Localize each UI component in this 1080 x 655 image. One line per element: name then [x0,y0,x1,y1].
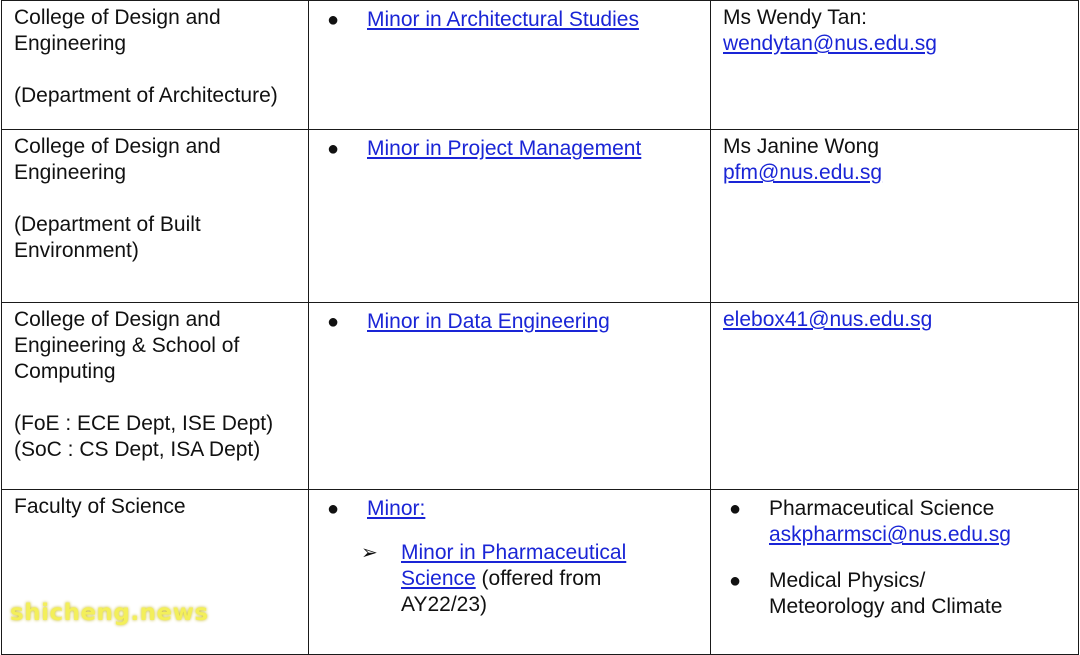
contact-cell [711,303,1079,490]
arrow-bullet-icon: ➢ [361,542,378,564]
faculty-name-line: Engineering & School of [14,334,240,357]
sub-minor-item [401,540,710,618]
sub-minor-link-line: Science [401,567,476,590]
faculty-name-line: College of Design and [14,6,221,29]
faculty-cell [2,130,309,303]
contact-label: Pharmaceutical Science [769,497,995,520]
contact-cell [711,130,1079,303]
table-row [2,130,1079,303]
minor-cell [309,303,711,490]
bullet-icon: ● [729,498,742,520]
minor-link-project-management[interactable]: Minor in Project Management [367,137,642,160]
table-row [2,1,1079,130]
bullet-icon: ● [729,570,742,592]
contact-cell [711,1,1079,130]
department-label: (SoC : CS Dept, ISA Dept) [14,438,261,461]
faculty-name-line: College of Design and [14,308,221,331]
contact-cell [711,490,1079,655]
faculty-cell [2,303,309,490]
contact-name: Ms Janine Wong [723,135,880,158]
contact-label: Meteorology and Climate [769,595,1003,618]
minor-cell [309,490,711,655]
department-label: (Department of Built [14,213,201,236]
department-label: Environment) [14,239,139,262]
sub-minor-note: (offered from [475,567,602,590]
bullet-icon: ● [327,311,340,333]
faculty-name-line: College of Design and [14,135,221,158]
faculty-name-line: Engineering [14,32,127,55]
table-row [2,303,1079,490]
faculty-cell [2,490,309,655]
sub-minor-note: AY22/23) [401,593,487,616]
faculty-name-line: Faculty of Science [14,495,186,518]
contact-email-link[interactable]: pfm@nus.edu.sg [723,161,883,184]
minor-cell [309,1,711,130]
bullet-icon: ● [327,9,340,31]
faculty-name-line: Engineering [14,161,127,184]
contact-label: Medical Physics/ [769,569,926,592]
minor-link-architectural-studies[interactable]: Minor in Architectural Studies [367,8,639,31]
contact-email-link[interactable]: elebox41@nus.edu.sg [723,308,933,331]
sub-minor-link-line: Minor in Pharmaceutical [401,541,627,564]
department-label: (FoE : ECE Dept, ISE Dept) [14,412,274,435]
faculty-name-line: Computing [14,360,116,383]
contact-email-link[interactable]: askpharmsci@nus.edu.sg [769,523,1011,546]
table-row [2,490,1079,655]
faculty-cell [2,1,309,130]
bullet-icon: ● [327,138,340,160]
contact-email-link[interactable]: wendytan@nus.edu.sg [723,32,937,55]
bullet-icon: ● [327,498,340,520]
minor-link-minor[interactable]: Minor: [367,497,426,520]
watermark: shicheng.news [10,600,209,626]
department-label: (Department of Architecture) [14,84,278,107]
contact-name: Ms Wendy Tan: [723,6,867,29]
minor-link-data-engineering[interactable]: Minor in Data Engineering [367,310,610,333]
minors-table [1,0,1079,655]
minor-cell [309,130,711,303]
